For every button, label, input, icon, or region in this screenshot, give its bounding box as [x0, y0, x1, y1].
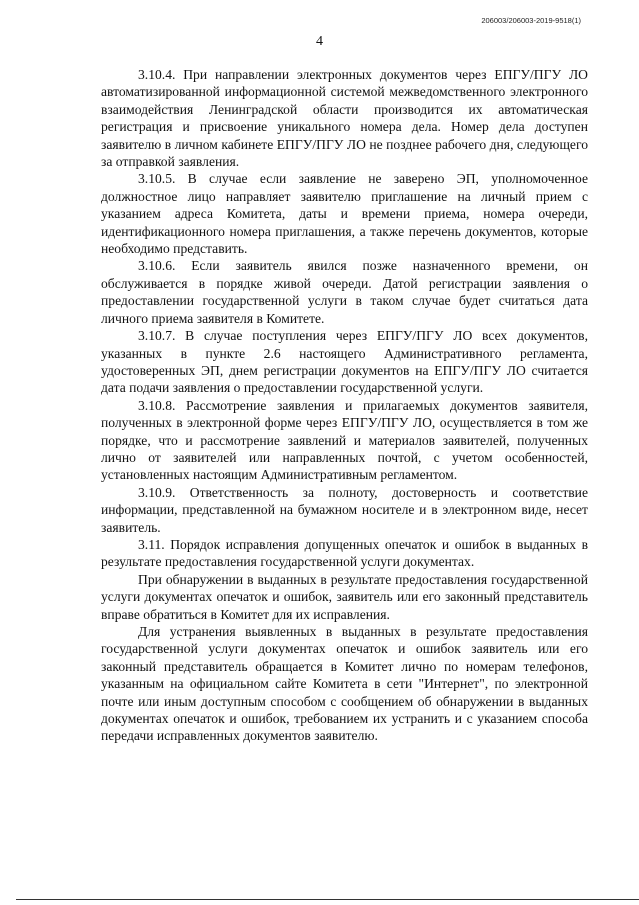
paragraph-3-11-heading: 3.11. Порядок исправления допущенных опечаток и ошибок в выданных в результате предоставления государственной услуги документах. [101, 536, 588, 570]
document-id: 206003/206003-2019-9518(1) [481, 16, 581, 25]
paragraph-errors-correction: Для устранения выявленных в выданных в результате предоставления государственной услуги документах опечаток и ошибок заявитель или его законный представитель обращается в Комитет лично по номерам телефонов, указанным на официальном сайте Комитета в сети "Интернет", по электронной почте или иным доступным способом с сообщением об обнаружении в выданных документах опечаток и ошибок, требованием их устранить и с указанием способа передачи исправленных документов заявителю. [101, 624, 588, 744]
paragraph-3-10-4: 3.10.4. При направлении электронных документов через ЕПГУ/ПГУ ЛО автоматизированной информационной системой межведомственного электронного взаимодействия Ленинградской области производится их автоматическая регистрация и присвоение уникального номера дела. Номер дела доступен заявителю в личном кабинете ЕПГУ/ПГУ ЛО не позднее рабочего дня, следующего за отправкой заявления. [101, 67, 588, 170]
paragraph-errors-detection: При обнаружении в выданных в результате предоставления государственной услуги документах опечаток и ошибок, заявитель или его законный представитель вправе обратиться в Комитет для их исправления. [101, 571, 588, 622]
paragraph-3-10-5: 3.10.5. В случае если заявление не заверено ЭП, уполномоченное должностное лицо направляет заявителю приглашение на личный прием с указанием адреса Комитета, даты и времени приема, номера очереди, идентификационного номера приглашения, а также перечень документов, которые необходимо представить. [101, 171, 588, 257]
page-bottom-border [16, 899, 639, 900]
paragraph-3-10-7: 3.10.7. В случае поступления через ЕПГУ/ПГУ ЛО всех документов, указанных в пункте 2.6 настоящего Административного регламента, удостоверенных ЭП, днем регистрации документов на ЕПГУ/ПГУ ЛО считается дата подачи заявления о предоставлении государственной услуги. [101, 328, 588, 396]
document-body [101, 66, 588, 745]
paragraph-3-10-6: 3.10.6. Если заявитель явился позже назначенного времени, он обслуживается в порядке живой очереди. Датой регистрации заявления о предоставлении государственной услуги в таком случае будет считаться дата личного приема заявителя в Комитете. [101, 258, 588, 326]
page-number: 4 [316, 34, 323, 49]
paragraph-3-10-9: 3.10.9. Ответственность за полноту, достоверность и соответствие информации, представленной на бумажном носителе и в электронном виде, несет заявитель. [101, 484, 588, 535]
paragraph-3-10-8: 3.10.8. Рассмотрение заявления и прилагаемых документов заявителя, полученных в электронной форме через ЕПГУ/ПГУ ЛО, осуществляется в том же порядке, что и рассмотрение заявлений и материалов заявителей, полученных лично от заявителей или направленных почтой, с учетом особенностей, установленных настоящим Административным регламентом. [101, 397, 588, 483]
